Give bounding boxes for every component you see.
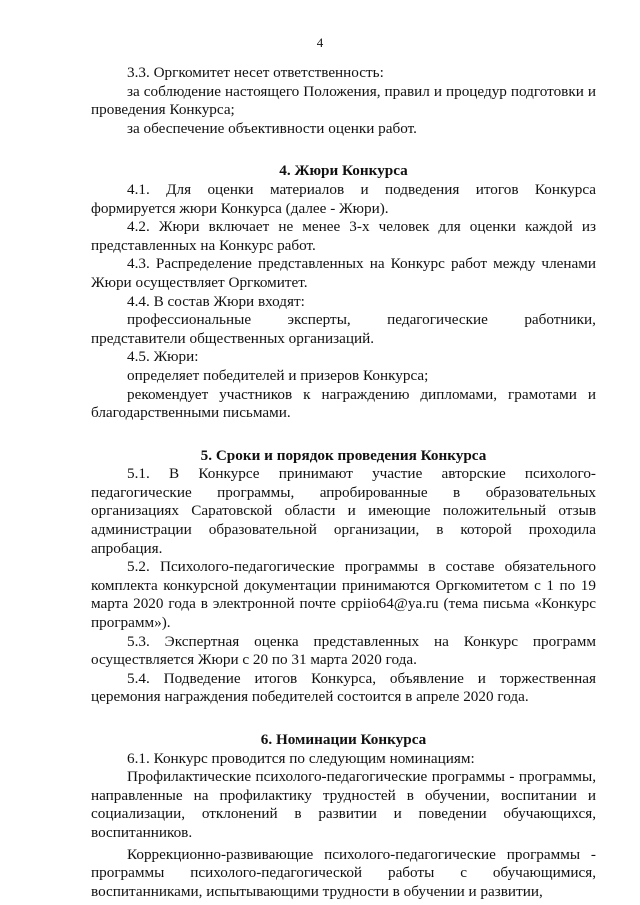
clause-4-5-item-1: определяет победителей и призеров Конкурса; [127,366,429,384]
section-6-heading: 6. Номинации Конкурса [260,731,427,748]
clause-4-3: 4.3. Распределение представленных на Конкурс работ между членами Жюри осуществляет Оргкомитет. [91,255,596,291]
nomination-1: Профилактические психолого-педагогические программы - программы, направленные на профилактику трудностей в обучении, воспитании и социализации, отклонений в развитии и поведении обучающихся, воспитанников. [91,768,596,841]
section-4-heading: 4. Жюри Конкурса [279,162,408,180]
clause-3-3-title: 3.3. Оргкомитет несет ответственность: [127,64,384,81]
clause-5-1: 5.1. В Конкурсе принимают участие авторские психолого-педагогические программы, апробированные в образовательных организациях Саратовской области и имеющие положительный отзыв администрации образовательной организации, в которой проходила апробация. [91,465,596,557]
member-word-3: педагогические [387,311,488,329]
clause-4-1: 4.1. Для оценки материалов и подведения итогов Конкурса формируется жюри Конкурса (далее - Жюри). [91,180,596,217]
clause-4-4-members-line [91,311,596,330]
clause-4-5: 4.5. Жюри: [127,348,199,366]
page-content [91,64,596,901]
clause-6-1: 6.1. Конкурс проводится по следующим номинациям: [127,749,475,767]
clause-3-3-item-1: за соблюдение настоящего Положения, правил и процедур подготовки и проведения Конкурса; [91,82,596,119]
clause-4-4-members-line-2: представители общественных организаций. [91,329,374,347]
member-word-4: работники, [524,311,596,329]
page-number: 4 [316,35,324,50]
clause-4-2: 4.2. Жюри включает не менее 3-х человек для оценки каждой из представленных на Конкурс работ. [91,218,596,254]
member-word-2: эксперты, [287,311,351,329]
clause-5-4: 5.4. Подведение итогов Конкурса, объявление и торжественная церемония награждения победителей состоится в апреле 2020 года. [91,669,596,706]
clause-3-3-item-2: за обеспечение объективности оценки работ. [127,119,417,137]
nomination-2: Коррекционно-развивающие психолого-педагогические программы - программы психолого-педагогической работы с обучающимися, воспитанниками, испытывающими трудности в обучении и развитии, [91,845,596,900]
member-word-1: профессиональные [127,311,252,329]
section-5-heading: 5. Сроки и порядок проведения Конкурса [200,446,487,464]
clause-4-4: 4.4. В состав Жюри входят: [127,292,305,310]
clause-5-2: 5.2. Психолого-педагогические программы в составе обязательного комплекта конкурсной документации принимаются Оргкомитетом с 1 по 19 марта 2020 года в электронной почте cppiio64@ya.ru (тема письма «Конкурс программ»). [91,558,596,632]
clause-5-3: 5.3. Экспертная оценка представленных на Конкурс программ осуществляется Жюри с 20 по 31 марта 2020 года. [91,632,596,669]
clause-4-5-item-2: рекомендует участников к награждению дипломами, грамотами и благодарственными письмами. [91,385,596,422]
